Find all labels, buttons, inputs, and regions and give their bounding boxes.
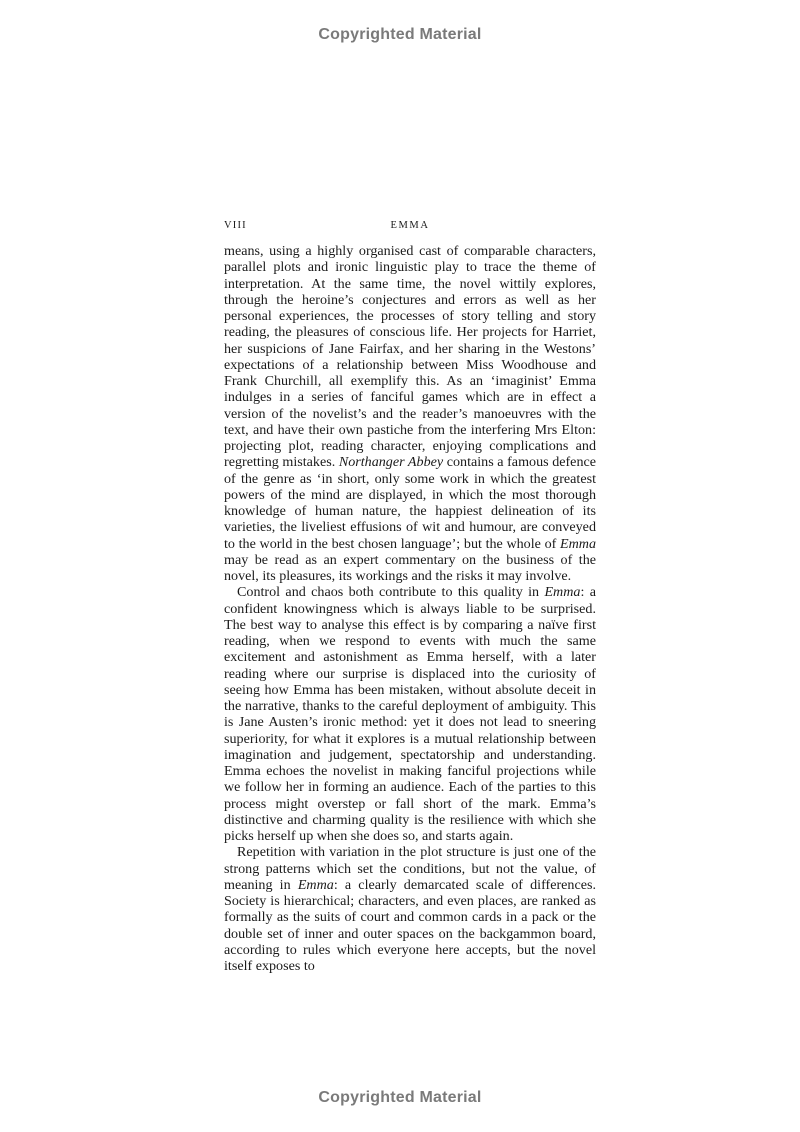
copyright-watermark-bottom: Copyrighted Material xyxy=(318,1089,482,1106)
text-segment: Repetition with variation in the plot structure is just one of the strong patterns which set the conditions, but not the value, of meaning in xyxy=(224,844,596,893)
book-title-italic: Emma xyxy=(297,876,334,893)
running-head xyxy=(224,216,596,234)
text-segment: may be read as an expert commentary on the business of the novel, its pleasures, its workings and the risks it may involve. xyxy=(224,551,596,584)
text-segment: contains a famous defence of the genre as ‘in short, only some work in which the greatest powers of the mind are displayed, in which the most thorough knowledge of human nature, the happiest delineation of its varieties, the liveliest effusions of wit and humour, are conveyed to the world in the best chosen language’; but the whole of xyxy=(224,454,596,552)
running-title: EMMA xyxy=(390,220,430,231)
text-segment: means, using a highly organised cast of comparable characters, parallel plots and ironic linguistic play to trace the theme of interpretation. At the same time, the novel wittily explores, through the heroine’s conjectures and errors as well as her personal experiences, the processes of story telling and story reading, the pleasures of conscious life. Her projects for Harriet, her suspicions of Jane Fairfax, and her sharing in the Westons’ expectations of a relationship between Miss Woodhouse and Frank Churchill, all exemplify this. As an ‘imaginist’ Emma indulges in a series of fanciful games which are in effect a version of the novelist’s and the reader’s manoeuvres with the text, and have their own pastiche from the interfering Mrs Elton: projecting plot, reading character, enjoying complications and regretting mistakes. xyxy=(224,243,596,471)
copyright-watermark-top: Copyrighted Material xyxy=(318,26,482,43)
paragraph xyxy=(224,584,596,844)
body-text xyxy=(224,243,596,974)
book-title-italic: Emma xyxy=(544,584,581,601)
book-title-italic: Emma xyxy=(559,535,596,552)
text-segment: : a clearly demarcated scale of differences. Society is hierarchical; characters, and even places, are ranked as formally as the suits of court and common cards in a pack or the double set of inner and outer spaces on the backgammon board, according to rules which everyone here accepts, but the novel itself exposes to xyxy=(224,876,596,974)
book-title-italic: Northanger Abbey xyxy=(338,454,444,471)
book-page xyxy=(224,216,596,974)
page-number: VIII xyxy=(224,220,247,231)
paragraph xyxy=(224,844,596,974)
paragraph xyxy=(224,243,596,584)
text-segment: Control and chaos both contribute to this quality in xyxy=(237,584,545,601)
text-segment: : a confident knowingness which is always liable to be surprised. The best way to analyse this effect is by comparing a naïve first reading, when we respond to events with much the same excitement and astonishment as Emma herself, with a later reading where our surprise is displaced into the curiosity of seeing how Emma has been mistaken, without absolute deceit in the narrative, thanks to the careful deployment of ambiguity. This is Jane Austen’s ironic method: yet it does not lead to sneering superiority, for what it explores is a mutual relationship between imagination and judgement, spectatorship and understanding. Emma echoes the novelist in making fanciful projections while we follow her in forming an audience. Each of the parties to this process might overstep or fall short of the mark. Emma’s distinctive and charming quality is the resilience with which she picks herself up when she does so, and starts again. xyxy=(224,584,596,844)
